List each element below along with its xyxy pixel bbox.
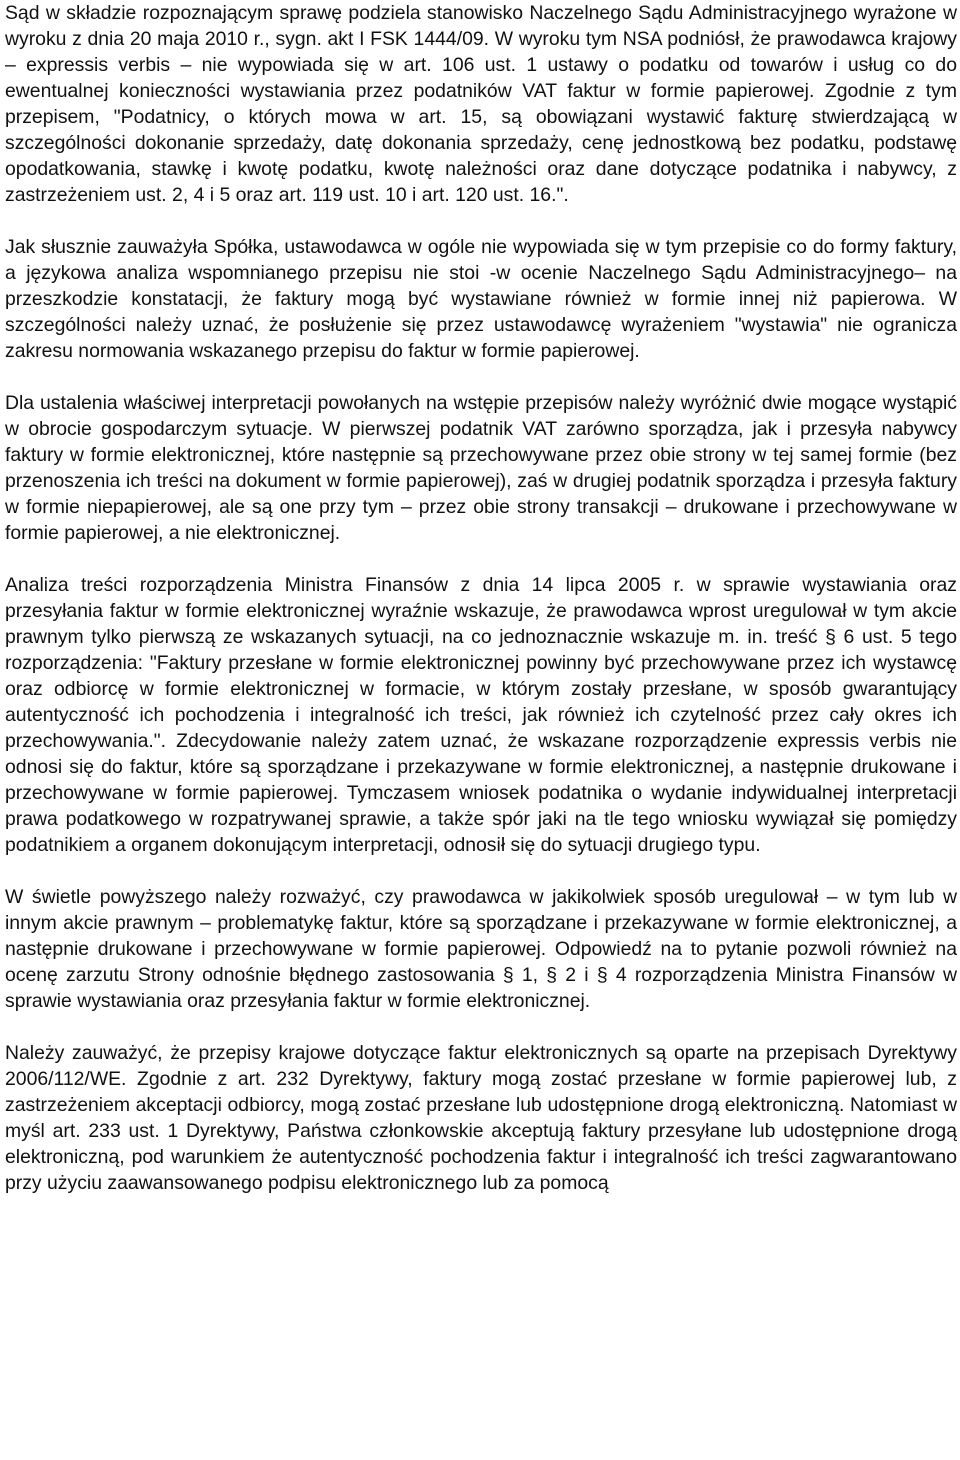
paragraph-two-situations [5,390,957,546]
paragraph-regulation-analysis [5,572,957,858]
paragraph-form-of-invoice [5,234,957,364]
paragraph-text: Sąd w składzie rozpoznającym sprawę podziela stanowisko Naczelnego Sądu Administracyjnego wyrażone w wyroku z dnia 20 maja 2010 r., sygn. akt I FSK 1444/09. W wyroku tym NSA podniósł, że prawodawca krajowy – expressis verbis – nie wypowiada się w art. 106 ust. 1 ustawy o podatku od towarów i usług co do ewentualnej konieczności wystawiania przez podatników VAT faktur w formie papierowej. Zgodnie z tym przepisem, "Podatnicy, o których mowa w art. 15, są obowiązani wystawić fakturę stwierdzającą w szczególności dokonanie sprzedaży, datę dokonania sprzedaży, cenę jednostkową bez podatku, podstawę opodatkowania, stawkę i kwotę podatku, kwotę należności oraz dane dotyczące podatnika i nabywcy, z zastrzeżeniem ust. 2, 4 i 5 oraz art. 119 ust. 10 i art. 120 ust. 16.". [5,2,957,206]
paragraph-question [5,884,957,1014]
paragraph-text: Należy zauważyć, że przepisy krajowe dotyczące faktur elektronicznych są oparte na przepisach Dyrektywy 2006/112/WE. Zgodnie z art. 232 Dyrektywy, faktury mogą zostać przesłane w formie papierowej lub, z zastrzeżeniem akceptacji odbiorcy, mogą zostać przesłane lub udostępnione drogą elektroniczną. Natomiast w myśl art. 233 ust. 1 Dyrektywy, Państwa członkowskie akceptują faktury przesyłane lub udostępnione drogą elektroniczną, pod warunkiem że autentyczność pochodzenia faktur i integralność ich treści zagwarantowano przy użyciu zaawansowanego podpisu elektronicznego lub za pomocą [5,1042,957,1194]
paragraph-nsa-judgment [5,0,957,208]
paragraph-text: W świetle powyższego należy rozważyć, czy prawodawca w jakikolwiek sposób uregulował – w tym lub w innym akcie prawnym – problematykę faktur, które są sporządzane i przekazywane w formie elektronicznej, a następnie drukowane i przechowywane w formie papierowej. Odpowiedź na to pytanie pozwoli również na ocenę zarzutu Strony odnośnie błędnego zastosowania § 1, § 2 i § 4 rozporządzenia Ministra Finansów w sprawie wystawiania oraz przesyłania faktur w formie elektronicznej. [5,886,957,1012]
paragraph-text: Jak słusznie zauważyła Spółka, ustawodawca w ogóle nie wypowiada się w tym przepisie co do formy faktury, a językowa analiza wspomnianego przepisu nie stoi -w ocenie Naczelnego Sądu Administracyjnego– na przeszkodzie konstatacji, że faktury mogą być wystawiane również w formie innej niż papierowa. W szczególności należy uznać, że posłużenie się przez ustawodawcę wyrażeniem "wystawia" nie ogranicza zakresu normowania wskazanego przepisu do faktur w formie papierowej. [5,236,957,362]
paragraph-directive [5,1040,957,1196]
paragraph-text: Dla ustalenia właściwej interpretacji powołanych na wstępie przepisów należy wyróżnić dwie mogące wystąpić w obrocie gospodarczym sytuacje. W pierwszej podatnik VAT zarówno sporządza, jak i przesyła nabywcy faktury w formie elektronicznej, które następnie są przechowywane przez obie strony w tej samej formie (bez przenoszenia ich treści na dokument w formie papierowej), zaś w drugiej podatnik sporządza i przesyła faktury w formie niepapierowej, ale są one przy tym – przez obie strony transakcji – drukowane i przechowywane w formie papierowej, a nie elektronicznej. [5,392,957,544]
paragraph-text: Analiza treści rozporządzenia Ministra Finansów z dnia 14 lipca 2005 r. w sprawie wystawiania oraz przesyłania faktur w formie elektronicznej wyraźnie wskazuje, że prawodawca wprost uregulował w tym akcie prawnym tylko pierwszą ze wskazanych sytuacji, na co jednoznacznie wskazuje m. in. treść § 6 ust. 5 tego rozporządzenia: "Faktury przesłane w formie elektronicznej powinny być przechowywane przez ich wystawcę oraz odbiorcę w formie elektronicznej w formacie, w którym zostały przesłane, w sposób gwarantujący autentyczność ich pochodzenia i integralność ich treści, jak również ich czytelność przez cały okres ich przechowywania.". Zdecydowanie należy zatem uznać, że wskazane rozporządzenie expressis verbis nie odnosi się do faktur, które są sporządzane i przekazywane w formie elektronicznej, a następnie drukowane i przechowywane w formie papierowej. Tymczasem wniosek podatnika o wydanie indywidualnej interpretacji prawa podatkowego w rozpatrywanej sprawie, a także spór jaki na tle tego wniosku wywiązał się pomiędzy podatnikiem a organem dokonującym interpretacji, odnosił się do sytuacji drugiego typu. [5,574,957,856]
